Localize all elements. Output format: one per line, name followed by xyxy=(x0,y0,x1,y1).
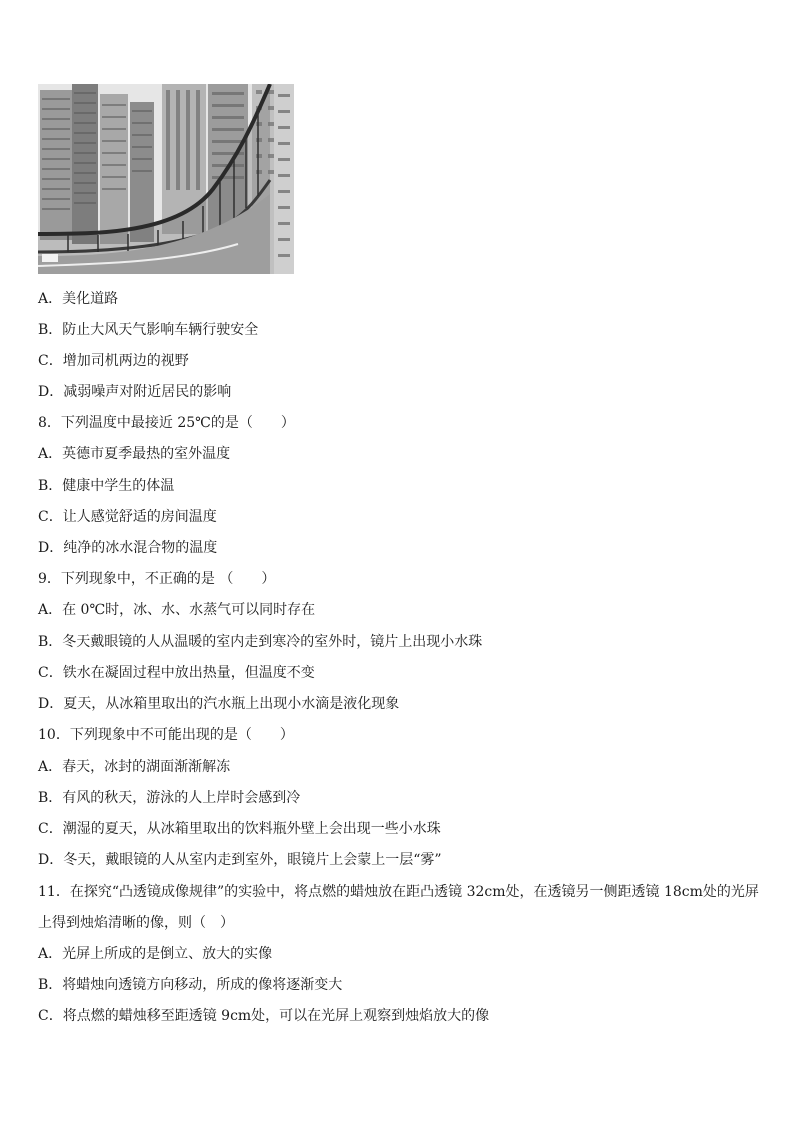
noise-barrier-photo xyxy=(38,84,294,274)
q10-stem: 10．下列现象中不可能出现的是（ ） xyxy=(38,727,294,743)
q11-option-a: A．光屏上所成的是倒立、放大的实像 xyxy=(38,946,273,962)
q11-option-b: B．将蜡烛向透镜方向移动，所成的像将逐渐变大 xyxy=(38,977,343,993)
q8-option-a: A．英德市夏季最热的室外温度 xyxy=(38,446,231,462)
q7-option-b: B．防止大风天气影响车辆行驶安全 xyxy=(38,322,259,338)
q8-stem: 8．下列温度中最接近 25℃的是（ ） xyxy=(38,415,295,431)
q9-option-d: D．夏天，从冰箱里取出的汽水瓶上出现小水滴是液化现象 xyxy=(38,696,400,712)
q10-option-a: A．春天，冰封的湖面渐渐解冻 xyxy=(38,759,231,775)
q10-option-c: C．潮湿的夏天，从冰箱里取出的饮料瓶外壁上会出现一些小水珠 xyxy=(38,821,441,837)
q10-option-d: D．冬天，戴眼镜的人从室内走到室外，眼镜片上会蒙上一层“雾” xyxy=(38,852,442,868)
q9-option-a: A．在 0℃时，冰、水、水蒸气可以同时存在 xyxy=(38,602,316,618)
q8-option-c: C．让人感觉舒适的房间温度 xyxy=(38,509,217,525)
q9-option-b: B．冬天戴眼镜的人从温暖的室内走到寒冷的室外时，镜片上出现小水珠 xyxy=(38,634,483,650)
q9-stem: 9．下列现象中，不正确的是 （ ） xyxy=(38,571,276,587)
q7-option-a: A．美化道路 xyxy=(38,291,119,307)
q8-option-d: D．纯净的冰水混合物的温度 xyxy=(38,540,218,556)
q11-stem-line1: 11．在探究“凸透镜成像规律”的实验中，将点燃的蜡烛放在距凸透镜 32cm处，在透镜另一侧距透镜 18cm处的光屏 xyxy=(38,884,759,900)
q11-option-c: C．将点燃的蜡烛移至距透镜 9cm处，可以在光屏上观察到烛焰放大的像 xyxy=(38,1008,490,1024)
q9-option-c: C．铁水在凝固过程中放出热量，但温度不变 xyxy=(38,665,315,681)
q10-option-b: B．有风的秋天，游泳的人上岸时会感到冷 xyxy=(38,790,301,806)
q8-option-b: B．健康中学生的体温 xyxy=(38,478,175,494)
q7-option-d: D．减弱噪声对附近居民的影响 xyxy=(38,384,232,400)
q7-option-c: C．增加司机两边的视野 xyxy=(38,353,189,369)
q11-stem-line2: 上得到烛焰清晰的像，则（ ） xyxy=(38,915,234,931)
